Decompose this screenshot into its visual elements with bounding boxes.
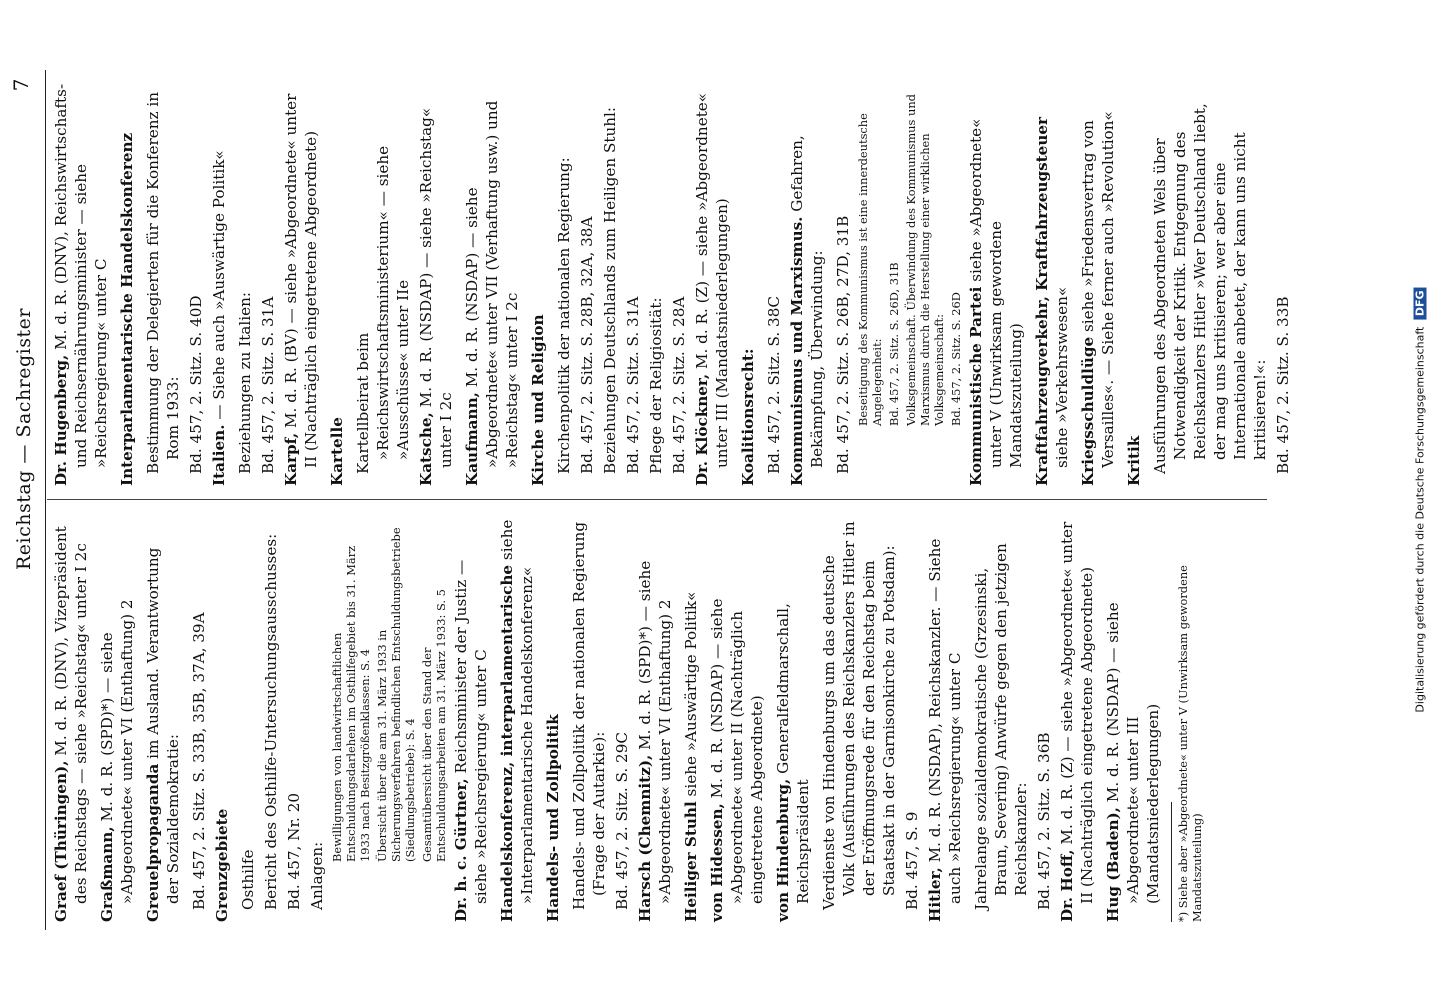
register-subentry: Bd. 457, S. 9 — [903, 811, 921, 910]
entry-text: M. d. R. (NSDAP) — siehe »Reichstag« unter I 2c — [417, 107, 455, 468]
entry-text: M. d. R. (SPD)*) — siehe »Abgeordnete« unter VI (Enthaftung) 2 — [98, 599, 136, 904]
entry-keyword: Heiliger Stuhl — [682, 801, 700, 922]
entry-text: M. d. R. (NSDAP) — siehe »Abgeordnete« unter III (Mandatsniederlegungen) — [1104, 602, 1162, 904]
register-subentry: Verdienste von Hindenburgs um das deutsche Volk (Ausführungen des Reichskanzlers Hitler in der Eröffnungsrede für den Reichstag beim Staatsakt in der Garnisonkirche zu Potsdam): — [820, 521, 898, 910]
register-subentry: Bd. 457, 2. Sitz. S. 28B, 32A, 38A — [578, 216, 596, 474]
register-note: Beseitigung des Kommunismus ist eine innerdeutsche Angelegenheit: — [856, 113, 884, 426]
register-entry — [773, 518, 813, 922]
register-subentry: Osthilfe — [239, 849, 257, 910]
register-subentry: Bd. 457, 2. Sitz. S. 38C — [765, 296, 783, 474]
entry-keyword: von Hidessen, — [708, 803, 726, 922]
column-divider — [47, 499, 1267, 500]
entry-text: M. d. R. (Z) — siehe »Abgeordnete« unter III (Mandatsniederlegungen) — [693, 92, 731, 468]
entry-text: M. d. R. (Z) — siehe »Abgeordnete« unter II (Nachträglich eingetretene Abgeordnete) — [1058, 521, 1096, 904]
register-subentry: Bd. 457, 2. Sitz. S. 31A — [624, 296, 642, 474]
register-note: Übersicht über die am 31. März 1933 in Sicherungsverfahren befindlichen Entschuldungsbetriebe (Siedlungsbetriebe): S. 4 — [375, 527, 417, 862]
entry-keyword: Handels- und Zollpolitik — [544, 714, 562, 922]
entry-keyword: Dr. h. c. Gürtner, — [452, 778, 470, 922]
register-subentry: Bd. 457, 2. Sitz. S. 33B — [1274, 296, 1292, 474]
register-entry — [117, 82, 137, 486]
entry-text: M. d. R. (NSDAP) — siehe »Abgeordnete« unter VII (Verhaftung usw.) und »Reichstag« unter I 2c — [463, 100, 521, 468]
register-entry — [681, 518, 701, 922]
entry-keyword: Karpf, — [282, 432, 300, 486]
entry-text: siehe »Interparlamentarische Handelskonferenz« — [498, 519, 536, 904]
register-entry — [1103, 518, 1163, 922]
entry-keyword: Handelskonferenz, interparlamentarische — [498, 564, 516, 922]
register-entry — [451, 518, 491, 922]
register-subentry: Bd. 457, 2. Sitz. S. 28A — [670, 296, 688, 474]
entry-keyword: Dr. Klöckner, — [693, 373, 711, 486]
register-entry — [966, 82, 1026, 486]
register-entry — [51, 518, 91, 922]
register-subentry: Bd. 457, 2. Sitz. S. 31A — [259, 296, 277, 474]
footnote: *) Siehe aber »Abgeordnete« unter V (Unwirksam gewordene Mandatszuteilung) — [1176, 565, 1204, 922]
entry-keyword: Greuelpropaganda — [144, 763, 162, 922]
register-entry — [543, 518, 563, 922]
register-entry — [51, 82, 111, 486]
entry-text: M. d. R. (DNV), Vizepräsident des Reichstags — siehe »Reichstag« unter I 2c — [52, 526, 90, 904]
register-subentry: Bd. 457, 2. Sitz. S. 26B, 27D, 31B — [834, 215, 852, 474]
register-entry — [738, 82, 758, 486]
entry-keyword: Harsch (Chemnitz), — [636, 754, 654, 922]
right-column — [51, 82, 1292, 486]
entry-keyword: Grenzgebiete — [213, 808, 231, 922]
register-entry — [416, 82, 456, 486]
entry-text: Reichsminister der Justiz — siehe »Reichsregierung« unter C — [452, 559, 490, 904]
entry-text: M. d. R. (BV) — siehe »Abgeordnete« unter II (Nachträglich eingetretene Abgeordnete) — [282, 93, 320, 468]
dfg-logo: DFG — [1414, 287, 1427, 319]
register-entry — [1057, 518, 1097, 922]
dfg-credit — [1414, 287, 1427, 712]
register-note: Gesamtübersicht über den Stand der Entschuldungsarbeiten am 31. März 1933: S. 5 — [420, 589, 448, 862]
entry-keyword: von Hindenburg, — [774, 778, 792, 922]
register-entry — [209, 82, 229, 486]
page-header — [5, 70, 45, 930]
register-entry — [925, 518, 965, 922]
register-entry — [497, 518, 537, 922]
entry-text: siehe »Verkehrswesen« — [1053, 286, 1071, 468]
register-entry — [692, 82, 732, 486]
entry-keyword: Kriegsschuldlüge — [1079, 336, 1097, 486]
entry-text: siehe »Friedensvertrag von Versailles«. — Siehe ferner auch »Revolution« — [1079, 111, 1117, 468]
entry-text: Generalfeldmarschall, Reichspräsident — [774, 603, 812, 904]
register-subentry: Pflege der Religiosität: — [647, 297, 665, 474]
entry-keyword: Kommunismus und Marxismus. — [788, 216, 806, 486]
running-title: Reichstag — Sachregister — [13, 308, 35, 570]
scanned-register-page — [5, 70, 1292, 930]
entry-keyword: Hug (Baden), — [1104, 807, 1122, 922]
entry-keyword: Katsche, — [417, 412, 435, 486]
register-entry — [462, 82, 522, 486]
entry-keyword: Koalitionsrecht: — [739, 348, 757, 486]
register-note: Bd. 457, 2. Sitz. S. 26D, 31B — [887, 262, 901, 426]
entry-keyword: Kaufmann, — [463, 392, 481, 486]
left-column — [51, 518, 1265, 922]
entry-text: im Ausland. Verantwortung der Sozialdemokratie: — [144, 547, 182, 904]
register-subentry: Bestimmung der Delegierten für die Konferenz in Rom 1933: — [144, 91, 182, 474]
entry-text: M. d. R. (DNV), Reichswirtschafts- und Reichsernährungsminister — siehe »Reichsregierung« unter C — [52, 83, 110, 468]
register-entry — [528, 82, 548, 486]
entry-keyword: Dr. Hugenberg, — [52, 354, 70, 486]
register-entry — [787, 82, 827, 486]
entry-text: siehe »Abgeordnete« unter V (Unwirksam gewordene Mandatszuteilung) — [967, 118, 1025, 468]
register-subentry: Bd. 457, 2. Sitz. S. 36B — [1035, 732, 1053, 910]
register-subentry: Bd. 457, 2. Sitz. S. 33B, 35B, 37A, 39A — [190, 612, 208, 910]
register-entry — [635, 518, 675, 922]
register-entry — [1124, 82, 1144, 486]
dfg-credit-text: Digitalisierung gefördert durch die Deutsche Forschungsgemeinschaft — [1413, 326, 1427, 713]
register-subentry: Bericht des Osthilfe-Untersuchungsausschusses: — [262, 533, 280, 910]
register-entry — [281, 82, 321, 486]
register-entry — [143, 518, 183, 922]
entry-keyword: Kartelle — [328, 417, 346, 486]
entry-keyword: Kirche und Religion — [529, 314, 547, 486]
entry-keyword: Dr. Hoff, — [1058, 849, 1076, 922]
register-entry — [212, 518, 232, 922]
page-number: 7 — [9, 78, 33, 92]
register-subentry: Kirchenpolitik der nationalen Regierung: — [555, 157, 573, 474]
register-note: Bd. 457, 2. Sitz. S. 26D — [949, 292, 963, 426]
register-subentry: Bd. 457, 2. Sitz. S. 29C — [613, 732, 631, 910]
register-subentry: Kartellbeirat beim »Reichswirtschaftsministerium« — siehe »Ausschüsse« unter IIe — [354, 145, 412, 474]
register-entry — [1032, 82, 1072, 486]
entry-text: Gefahren, Bekämpfung, Überwindung: — [788, 135, 826, 468]
register-entry — [97, 518, 137, 922]
register-entry — [327, 82, 347, 486]
entry-keyword: Graef (Thüringen), — [52, 760, 70, 922]
header-rule — [45, 70, 46, 930]
register-entry — [1078, 82, 1118, 486]
entry-text: M. d. R. (NSDAP), Reichskanzler. — Siehe auch »Reichsregierung« unter C — [926, 538, 964, 904]
register-subentry: Handels- und Zollpolitik der nationalen Regierung (Frage der Autarkie): — [570, 521, 608, 910]
register-subentry: Ausführungen des Abgeordneten Wels über Notwendigkeit der Kritik. Entgegnung des Reichskanzlers Hitler »Wer Deutschland liebt, der mag uns kritisieren; wer aber eine Internationale anbetet, der kann uns nicht kritisieren!«: — [1151, 103, 1269, 474]
register-subentry: Bd. 457, Nr. 20 — [285, 792, 303, 910]
entry-keyword: Kommunistische Partei — [967, 286, 985, 486]
entry-text: M. d. R. (SPD)*) — siehe »Abgeordnete« unter VI (Enthaftung) 2 — [636, 560, 674, 904]
entry-text: — Siehe auch »Auswärtige Politik« — [210, 150, 228, 425]
register-note: Volksgemeinschaft. Überwindung des Kommunismus und Marxismus durch die Herstellung einer wirklichen Volksgemeinschaft: — [904, 94, 946, 426]
entry-keyword: Kraftfahrzeugverkehr, Kraftfahrzeugsteuer — [1033, 116, 1051, 486]
entry-keyword: Italien. — [210, 424, 228, 486]
entry-keyword: Interparlamentarische Handelskonferenz — [118, 132, 136, 486]
register-subentry: Bd. 457, 2. Sitz. S. 40D — [187, 295, 205, 474]
register-subentry: Jahrelange sozialdemokratische (Grzesinski, Braun, Severing) Anwürfe gegen den jetzigen Reichskanzler: — [972, 543, 1030, 910]
register-subentry: Anlagen: — [308, 841, 326, 910]
register-note: Bewilligungen von landwirtschaftlichen Entschuldungsdarlehen im Osthilfegebiet bis 31. März 1933 nach Besitzgrößenklassen: S. 4 — [330, 545, 372, 862]
register-subentry: Beziehungen Deutschlands zum Heiligen Stuhl: — [601, 106, 619, 474]
entry-keyword: Hitler, — [926, 867, 944, 922]
entry-keyword: Graßmann, — [98, 826, 116, 922]
register-subentry: Beziehungen zu Italien: — [236, 291, 254, 474]
register-entry — [707, 518, 767, 922]
footnote-rule — [1171, 802, 1172, 922]
entry-text: siehe »Auswärtige Politik« — [682, 591, 700, 802]
entry-keyword: Kritik — [1125, 435, 1143, 486]
entry-text: M. d. R. (NSDAP) — siehe »Abgeordnete« unter II (Nachträglich eingetretene Abgeordnete) — [708, 598, 766, 904]
